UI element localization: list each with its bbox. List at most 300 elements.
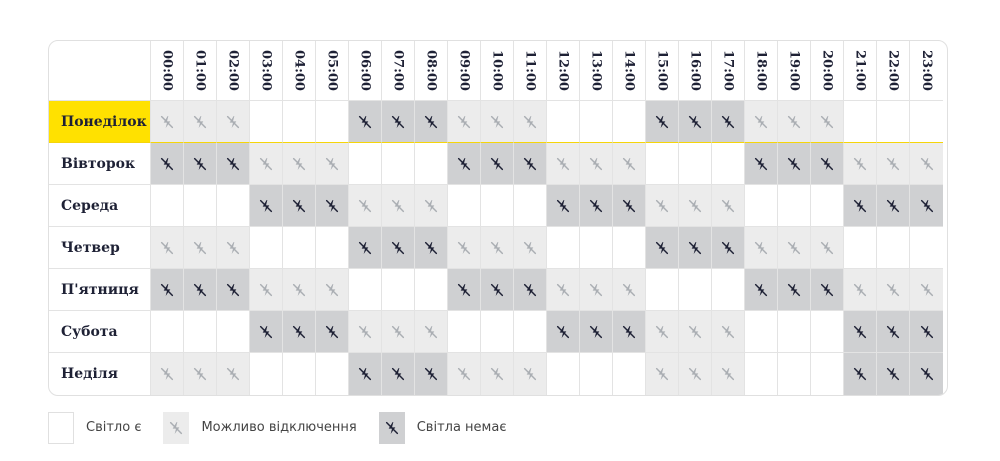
hour-cell-off — [316, 311, 349, 353]
lightning-off-icon — [192, 240, 208, 256]
hour-header — [283, 41, 316, 101]
hour-label: 12:00 — [555, 50, 571, 91]
hour-cell-off — [184, 143, 217, 185]
hour-cell-off — [448, 143, 481, 185]
lightning-off-icon — [225, 114, 241, 130]
hour-cell-maybe — [316, 143, 349, 185]
hour-header — [316, 41, 349, 101]
hour-cell-on — [316, 353, 349, 395]
lightning-off-icon — [423, 366, 439, 382]
lightning-off-icon — [919, 198, 935, 214]
hour-cell-maybe — [448, 227, 481, 269]
lightning-off-icon — [588, 324, 604, 340]
hour-cell-on — [712, 269, 745, 311]
lightning-off-icon — [456, 156, 472, 172]
legend-swatch-on — [48, 412, 74, 444]
hour-cell-off — [679, 227, 712, 269]
hour-header — [613, 41, 646, 101]
hour-cell-on — [415, 269, 448, 311]
hour-cell-off — [646, 101, 679, 143]
hour-cell-on — [844, 227, 877, 269]
hour-cell-off — [382, 353, 415, 395]
hour-cell-off — [514, 269, 547, 311]
lightning-off-icon — [522, 156, 538, 172]
hour-cell-maybe — [778, 227, 811, 269]
hour-label: 16:00 — [687, 50, 703, 91]
hour-header — [844, 41, 877, 101]
hour-cell-off — [910, 185, 943, 227]
hour-cell-on — [877, 227, 910, 269]
lightning-off-icon — [621, 282, 637, 298]
lightning-off-icon — [456, 114, 472, 130]
hour-cell-on — [613, 227, 646, 269]
hour-cell-maybe — [250, 143, 283, 185]
hour-cell-off — [877, 185, 910, 227]
lightning-off-icon — [919, 366, 935, 382]
hour-header — [811, 41, 844, 101]
hour-cell-maybe — [679, 311, 712, 353]
lightning-off-icon — [324, 156, 340, 172]
hour-cell-on — [382, 269, 415, 311]
hour-cell-maybe — [349, 311, 382, 353]
lightning-off-icon — [225, 366, 241, 382]
day-label: Неділя — [49, 353, 151, 395]
day-row — [49, 143, 947, 185]
hour-cell-maybe — [877, 143, 910, 185]
hour-header — [184, 41, 217, 101]
hour-cell-off — [415, 353, 448, 395]
lightning-off-icon — [852, 324, 868, 340]
hour-cell-maybe — [514, 227, 547, 269]
hour-cell-on — [184, 311, 217, 353]
hour-cell-maybe — [745, 101, 778, 143]
hour-cell-maybe — [877, 269, 910, 311]
lightning-off-icon — [357, 114, 373, 130]
hour-cell-on — [514, 311, 547, 353]
lightning-off-icon — [621, 198, 637, 214]
lightning-off-icon — [919, 282, 935, 298]
hour-label: 09:00 — [456, 50, 472, 91]
hour-cell-on — [910, 101, 943, 143]
hour-cell-on — [151, 185, 184, 227]
hour-cell-on — [679, 269, 712, 311]
hour-cell-on — [250, 227, 283, 269]
hour-cell-off — [547, 311, 580, 353]
hour-cell-off — [415, 227, 448, 269]
lightning-off-icon — [786, 156, 802, 172]
hour-cell-maybe — [151, 101, 184, 143]
hour-cell-on — [283, 101, 316, 143]
lightning-off-icon — [720, 114, 736, 130]
hour-cell-off — [283, 311, 316, 353]
lightning-off-icon — [819, 156, 835, 172]
lightning-off-icon — [919, 156, 935, 172]
hour-label: 18:00 — [753, 50, 769, 91]
lightning-off-icon — [753, 282, 769, 298]
hour-header — [580, 41, 613, 101]
hour-header — [349, 41, 382, 101]
hour-label: 14:00 — [621, 50, 637, 91]
hour-header — [646, 41, 679, 101]
hour-cell-maybe — [844, 269, 877, 311]
hour-cell-maybe — [811, 101, 844, 143]
hour-cell-on — [745, 353, 778, 395]
hour-header — [415, 41, 448, 101]
hours-header-row — [49, 41, 947, 101]
hour-header — [448, 41, 481, 101]
hour-cell-off — [580, 311, 613, 353]
hour-cell-off — [217, 269, 250, 311]
hour-cell-maybe — [217, 101, 250, 143]
hour-cell-on — [316, 101, 349, 143]
lightning-off-icon — [357, 198, 373, 214]
hour-header — [151, 41, 184, 101]
hour-label: 03:00 — [258, 50, 274, 91]
lightning-off-icon — [786, 240, 802, 256]
lightning-off-icon — [852, 156, 868, 172]
hour-cell-maybe — [910, 269, 943, 311]
hour-cell-maybe — [646, 311, 679, 353]
hour-cell-maybe — [184, 101, 217, 143]
lightning-off-icon — [588, 198, 604, 214]
lightning-off-icon — [687, 366, 703, 382]
lightning-off-icon — [555, 156, 571, 172]
lightning-off-icon — [357, 366, 373, 382]
lightning-off-icon — [390, 114, 406, 130]
lightning-off-icon — [357, 324, 373, 340]
hour-cell-on — [349, 269, 382, 311]
lightning-off-icon — [522, 366, 538, 382]
lightning-off-icon — [324, 324, 340, 340]
hour-cell-off — [646, 227, 679, 269]
hour-label: 13:00 — [588, 50, 604, 91]
hour-cell-maybe — [910, 143, 943, 185]
hour-cell-maybe — [679, 353, 712, 395]
hour-cell-off — [184, 269, 217, 311]
day-row — [49, 311, 947, 353]
hour-cell-on — [613, 101, 646, 143]
hour-cell-on — [910, 227, 943, 269]
lightning-off-icon — [819, 282, 835, 298]
hour-cell-maybe — [151, 227, 184, 269]
hour-header — [778, 41, 811, 101]
lightning-off-icon — [522, 240, 538, 256]
lightning-off-icon — [522, 282, 538, 298]
hour-cell-off — [679, 101, 712, 143]
hour-label: 04:00 — [291, 50, 307, 91]
hour-cell-off — [712, 227, 745, 269]
lightning-off-icon — [852, 282, 868, 298]
lightning-off-icon — [753, 156, 769, 172]
hour-cell-off — [448, 269, 481, 311]
hour-cell-on — [481, 185, 514, 227]
legend-swatch-off — [379, 412, 405, 444]
lightning-off-icon — [423, 198, 439, 214]
hour-cell-off — [910, 311, 943, 353]
lightning-off-icon — [753, 240, 769, 256]
lightning-off-icon — [819, 114, 835, 130]
day-label: Понеділок — [49, 101, 151, 143]
hour-cell-maybe — [448, 101, 481, 143]
corner-cell — [49, 41, 151, 101]
lightning-off-icon — [159, 282, 175, 298]
hour-label: 08:00 — [423, 50, 439, 91]
day-label: Субота — [49, 311, 151, 353]
lightning-off-icon — [258, 156, 274, 172]
hour-cell-on — [448, 311, 481, 353]
day-row — [49, 185, 947, 227]
lightning-off-icon — [423, 324, 439, 340]
lightning-off-icon — [687, 198, 703, 214]
hour-cell-off — [415, 101, 448, 143]
hour-cell-off — [283, 185, 316, 227]
lightning-off-icon — [357, 240, 373, 256]
hour-cell-off — [844, 311, 877, 353]
lightning-off-icon — [588, 156, 604, 172]
lightning-off-icon — [291, 156, 307, 172]
lightning-off-icon — [192, 282, 208, 298]
hour-label: 23:00 — [919, 50, 934, 91]
hour-cell-on — [844, 101, 877, 143]
hour-cell-off — [250, 185, 283, 227]
hour-label: 01:00 — [192, 50, 208, 91]
lightning-off-icon — [390, 240, 406, 256]
hour-cell-off — [811, 143, 844, 185]
hour-cell-off — [910, 353, 943, 395]
hour-cell-maybe — [415, 311, 448, 353]
hour-cell-on — [580, 101, 613, 143]
hour-cell-on — [283, 353, 316, 395]
lightning-off-icon — [621, 324, 637, 340]
hour-cell-off — [481, 269, 514, 311]
hour-cell-off — [745, 269, 778, 311]
hour-cell-maybe — [481, 227, 514, 269]
hour-cell-on — [646, 269, 679, 311]
hour-cell-on — [778, 185, 811, 227]
hour-cell-maybe — [580, 143, 613, 185]
lightning-off-icon — [384, 420, 400, 436]
hour-label: 02:00 — [225, 50, 241, 91]
lightning-off-icon — [852, 198, 868, 214]
lightning-off-icon — [720, 198, 736, 214]
hour-cell-maybe — [184, 227, 217, 269]
legend-label-on: Світло є — [86, 420, 142, 435]
hour-cell-maybe — [481, 353, 514, 395]
lightning-off-icon — [522, 114, 538, 130]
hour-header — [910, 41, 943, 101]
hour-label: 21:00 — [852, 50, 868, 91]
hour-cell-off — [382, 227, 415, 269]
lightning-off-icon — [786, 282, 802, 298]
hour-cell-maybe — [646, 353, 679, 395]
lightning-off-icon — [159, 240, 175, 256]
hour-cell-maybe — [580, 269, 613, 311]
lightning-off-icon — [258, 198, 274, 214]
hour-cell-off — [844, 185, 877, 227]
legend-label-maybe: Можливо відключення — [201, 420, 357, 435]
hour-cell-on — [283, 227, 316, 269]
lightning-off-icon — [168, 420, 184, 436]
hour-label: 10:00 — [489, 50, 505, 91]
lightning-off-icon — [192, 156, 208, 172]
hour-cell-off — [778, 269, 811, 311]
hour-cell-off — [547, 185, 580, 227]
hour-cell-maybe — [613, 143, 646, 185]
hour-cell-maybe — [283, 143, 316, 185]
lightning-off-icon — [159, 114, 175, 130]
hour-cell-on — [745, 311, 778, 353]
hour-cell-on — [547, 353, 580, 395]
hour-cell-off — [349, 227, 382, 269]
day-label: Вівторок — [49, 143, 151, 185]
hour-cell-off — [613, 185, 646, 227]
lightning-off-icon — [654, 240, 670, 256]
lightning-off-icon — [687, 324, 703, 340]
lightning-off-icon — [489, 156, 505, 172]
hour-cell-maybe — [712, 185, 745, 227]
lightning-off-icon — [885, 366, 901, 382]
hour-cell-on — [448, 185, 481, 227]
lightning-off-icon — [159, 366, 175, 382]
hour-cell-maybe — [712, 353, 745, 395]
lightning-off-icon — [456, 240, 472, 256]
lightning-off-icon — [555, 282, 571, 298]
lightning-off-icon — [291, 324, 307, 340]
hour-header — [250, 41, 283, 101]
hour-cell-on — [151, 311, 184, 353]
hour-cell-on — [514, 185, 547, 227]
hour-cell-maybe — [349, 185, 382, 227]
lightning-off-icon — [225, 282, 241, 298]
hour-label: 11:00 — [522, 50, 538, 91]
hour-label: 22:00 — [885, 50, 901, 91]
lightning-off-icon — [225, 240, 241, 256]
hour-label: 17:00 — [720, 50, 736, 91]
lightning-off-icon — [489, 366, 505, 382]
hour-cell-maybe — [547, 143, 580, 185]
lightning-off-icon — [456, 282, 472, 298]
hour-cell-off — [481, 143, 514, 185]
hour-header — [547, 41, 580, 101]
hour-cell-on — [316, 227, 349, 269]
hour-cell-on — [778, 353, 811, 395]
hour-cell-maybe — [514, 353, 547, 395]
lightning-off-icon — [753, 114, 769, 130]
lightning-off-icon — [885, 282, 901, 298]
hour-cell-maybe — [217, 353, 250, 395]
day-label: П'ятниця — [49, 269, 151, 311]
hour-cell-off — [217, 143, 250, 185]
hour-cell-maybe — [778, 101, 811, 143]
hour-cell-on — [481, 311, 514, 353]
lightning-off-icon — [192, 114, 208, 130]
lightning-off-icon — [654, 366, 670, 382]
hour-cell-maybe — [316, 269, 349, 311]
hour-header — [514, 41, 547, 101]
lightning-off-icon — [324, 198, 340, 214]
lightning-off-icon — [489, 282, 505, 298]
hour-cell-maybe — [547, 269, 580, 311]
hour-cell-on — [811, 311, 844, 353]
lightning-off-icon — [456, 366, 472, 382]
lightning-off-icon — [489, 114, 505, 130]
hour-cell-on — [349, 143, 382, 185]
hour-cell-off — [316, 185, 349, 227]
hour-cell-off — [382, 101, 415, 143]
hour-cell-off — [250, 311, 283, 353]
hour-cell-on — [613, 353, 646, 395]
legend — [48, 411, 528, 444]
lightning-off-icon — [885, 324, 901, 340]
hour-cell-on — [679, 143, 712, 185]
day-row — [49, 101, 947, 143]
hour-cell-on — [415, 143, 448, 185]
hour-label: 05:00 — [324, 50, 340, 91]
hour-cell-on — [547, 227, 580, 269]
lightning-off-icon — [390, 198, 406, 214]
hour-cell-on — [250, 353, 283, 395]
hour-cell-off — [877, 311, 910, 353]
hour-cell-on — [712, 143, 745, 185]
day-row — [49, 269, 947, 311]
hour-cell-off — [514, 143, 547, 185]
hour-cell-maybe — [151, 353, 184, 395]
lightning-off-icon — [423, 240, 439, 256]
lightning-off-icon — [720, 324, 736, 340]
hour-cell-off — [151, 143, 184, 185]
day-row — [49, 353, 947, 395]
hour-header — [745, 41, 778, 101]
hour-header — [217, 41, 250, 101]
hour-cell-maybe — [514, 101, 547, 143]
day-label: Четвер — [49, 227, 151, 269]
hour-cell-off — [712, 101, 745, 143]
hour-cell-maybe — [382, 185, 415, 227]
hour-cell-maybe — [283, 269, 316, 311]
lightning-off-icon — [258, 282, 274, 298]
hour-cell-on — [382, 143, 415, 185]
lightning-off-icon — [720, 240, 736, 256]
hour-cell-on — [184, 185, 217, 227]
hour-cell-on — [250, 101, 283, 143]
hour-header — [382, 41, 415, 101]
hour-cell-maybe — [745, 227, 778, 269]
legend-label-off: Світла немає — [416, 420, 507, 435]
lightning-off-icon — [390, 366, 406, 382]
hour-cell-maybe — [481, 101, 514, 143]
hour-header — [877, 41, 910, 101]
lightning-off-icon — [489, 240, 505, 256]
hour-cell-on — [877, 101, 910, 143]
lightning-off-icon — [423, 114, 439, 130]
hour-label: 20:00 — [819, 50, 835, 91]
lightning-off-icon — [687, 240, 703, 256]
hour-cell-maybe — [646, 185, 679, 227]
lightning-off-icon — [885, 156, 901, 172]
lightning-off-icon — [621, 156, 637, 172]
hour-label: 06:00 — [357, 50, 373, 91]
hour-cell-maybe — [613, 269, 646, 311]
hour-cell-off — [349, 101, 382, 143]
outage-schedule-table — [48, 40, 948, 396]
hour-cell-off — [877, 353, 910, 395]
hour-cell-maybe — [811, 227, 844, 269]
lightning-off-icon — [786, 114, 802, 130]
hour-cell-maybe — [250, 269, 283, 311]
lightning-off-icon — [225, 156, 241, 172]
day-label: Середа — [49, 185, 151, 227]
hour-label: 07:00 — [390, 50, 406, 91]
